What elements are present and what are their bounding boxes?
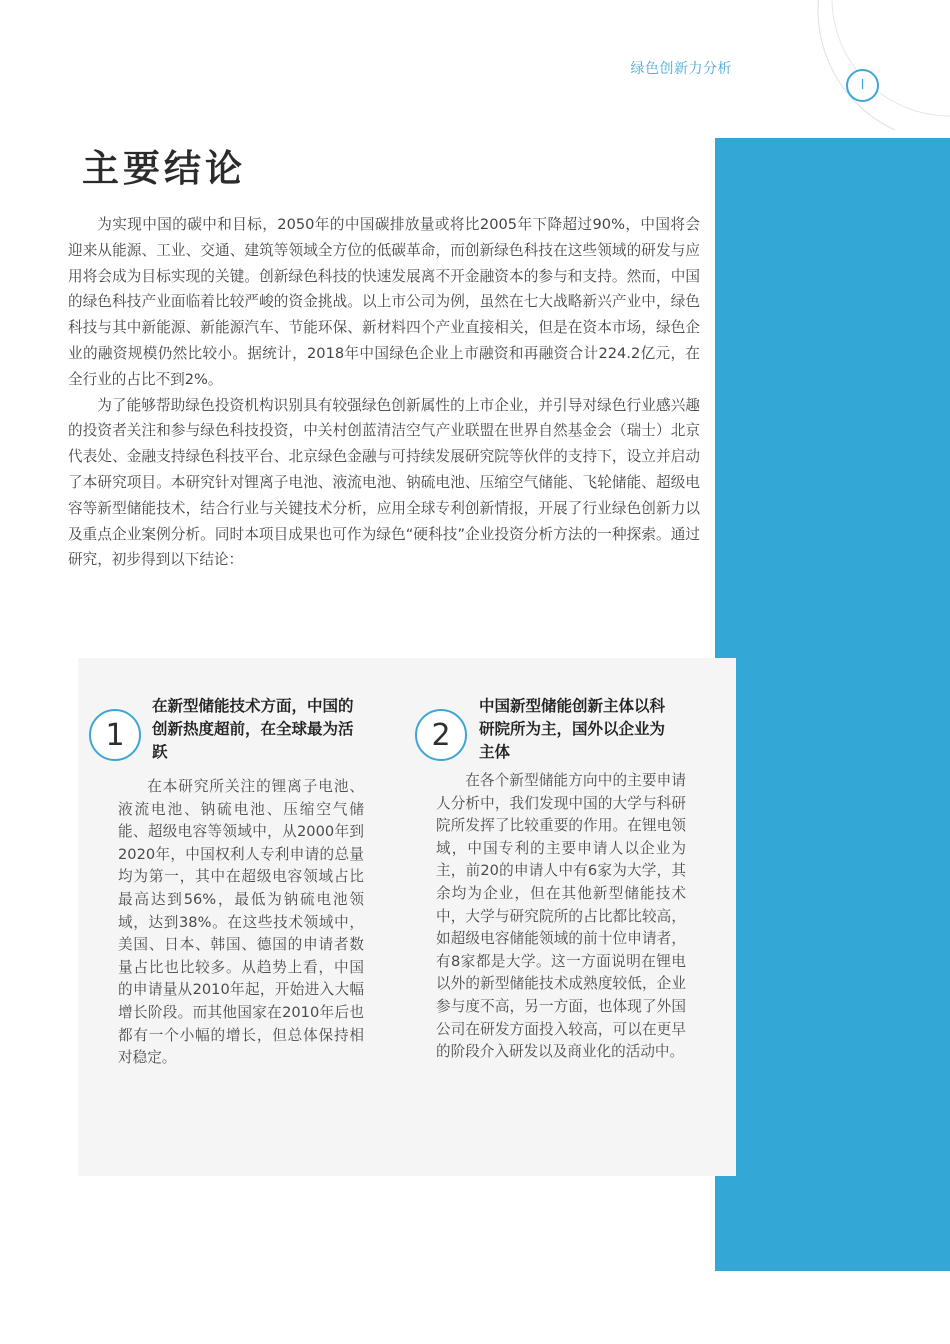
finding-number: 1	[105, 717, 125, 753]
finding-title: 在新型储能技术方面，中国的创新热度超前，在全球最为活跃	[152, 697, 354, 761]
finding-number: 2	[431, 717, 451, 753]
section-header-title: 绿色创新力分析	[630, 61, 732, 77]
findings-panel	[78, 658, 736, 1176]
finding-number-badge	[415, 709, 467, 761]
finding-title: 中国新型储能创新主体以科研院所为主，国外以企业为主体	[479, 697, 666, 761]
page-number: I	[860, 78, 865, 93]
finding-number-badge	[89, 709, 141, 761]
intro-text	[68, 212, 700, 573]
intro-paragraph-2: 为了能够帮助绿色投资机构识别具有较强绿色创新属性的上市企业，并引导对绿色行业感兴趣的投资者关注和参与绿色科技投资，中关村创蓝清洁空气产业联盟在世界自然基金会（瑞士）北京代表处、金融支持绿色科技平台、北京绿色金融与可持续发展研究院等伙伴的支持下，设立并启动了本研究项目。本研究针对锂离子电池、液流电池、钠硫电池、压缩空气储能、飞轮储能、超级电容等新型储能技术，结合行业与关键技术分析，应用全球专利创新情报，开展了行业绿色创新力以及重点企业案例分析。同时本项目成果也可作为绿色“硬科技”企业投资分析方法的一种探索。通过研究，初步得到以下结论：	[68, 396, 700, 569]
page-title: 主要结论	[82, 147, 246, 190]
intro-paragraph-1: 为实现中国的碳中和目标，2050年的中国碳排放量或将比2005年下降超过90%，中国将会迎来从能源、工业、交通、建筑等领域全方位的低碳革命，而创新绿色科技在这些领域的研发与应用将会成为目标实现的关键。创新绿色科技的快速发展离不开金融资本的参与和支持。然而，中国的绿色科技产业面临着比较严峻的资金挑战。以上市公司为例，虽然在七大战略新兴产业中，绿色科技与其中新能源、新能源汽车、节能环保、新材料四个产业直接相关，但是在资本市场，绿色企业的融资规模仍然比较小。据统计，2018年中国绿色企业上市融资和再融资合计224.2亿元，在全行业的占比不到2%。	[68, 216, 700, 388]
finding-body: 在各个新型储能方向中的主要申请人分析中，我们发现中国的大学与科研院所发挥了比较重要的作用。在锂电领域，中国专利的主要申请人以企业为主，前20的申请人中有6家为大学，其余均为企业，但在其他新型储能技术中，大学与研究院所的占比都比较高，如超级电容储能领域的前十位申请者，有8家都是大学。这一方面说明在锂电以外的新型储能技术成熟度较低，企业参与度不高，另一方面，也体现了外国公司在研发方面投入较高，可以在更早的阶段介入研发以及商业化的活动中。	[436, 772, 686, 1061]
accent-side-bar	[715, 138, 950, 1271]
decorative-arcs	[800, 0, 950, 130]
page-number-badge	[846, 69, 879, 102]
finding-body: 在本研究所关注的锂离子电池、液流电池、钠硫电池、压缩空气储能、超级电容等领域中，从2000年到2020年，中国权利人专利申请的总量均为第一，其中在超级电容领域占比最高达到56%，最低为钠硫电池领域，达到38%。在这些技术领域中，美国、日本、韩国、德国的申请者数量占比也比较多。从趋势上看，中国的申请量从2010年起，开始进入大幅增长阶段。而其他国家在2010年后也都有一个小幅的增长，但总体保持相对稳定。	[118, 778, 364, 1067]
